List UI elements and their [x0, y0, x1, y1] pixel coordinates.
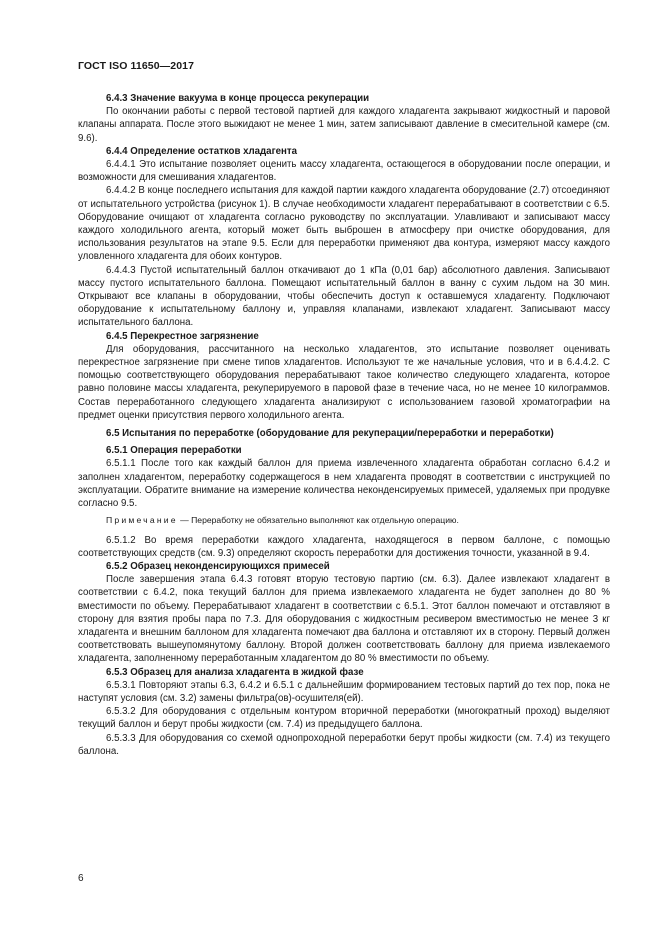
section-heading-6-5-2: 6.5.2 Образец неконденсирующихся примесей [106, 560, 330, 572]
page-number: 6 [78, 873, 84, 884]
section-heading-6-5-1: 6.5.1 Операция переработки [106, 445, 242, 457]
document-body [78, 92, 610, 758]
section-heading-6-4-3: 6.4.3 Значение вакуума в конце процесса рекуперации [106, 93, 370, 104]
note-text: — Переработку не обязательно выполняют как отдельную операцию. [177, 515, 459, 526]
section-heading-6-5-3: 6.5.3 Образец для анализа хладагента в жидкой фазе [106, 666, 364, 678]
paragraph-6-4-4-1: 6.4.4.1 Это испытание позволяет оценить массу хладагента, остающегося в оборудовании после операции, и возможности для смешивания хладагентов. [78, 159, 610, 184]
section-heading-6-4-4: 6.4.4 Определение остатков хладагента [106, 145, 297, 157]
paragraph-6-4-4-2: 6.4.4.2 В конце последнего испытания для каждой партии каждого хладагента оборудование (2.7) отсоединяют от испытательного устройства (рисунок 1). В случае необходимости хладагент перерабатывают в соответствии с 6.5. Оборудование очищают от хладагента согласно руководству по эксплуатации. Улавливают и записывают массу каждого холодильного агента, который может быть выброшен в атмосферу при очистке оборудования, для использования результатов на этапе 9.5. Если для переработки применяют два контура, измеряют массу каждого уловленного хладагента для обоих контуров. [78, 185, 610, 263]
paragraph-6-5-3-1: 6.5.3.1 Повторяют этапы 6.3, 6.4.2 и 6.5.1 с дальнейшим формированием тестовых партий до тех пор, пока не наступят условия (см. 3.2) замены фильтра(ов)-осушителя(ей). [78, 679, 610, 704]
paragraph-6-5-1-1: 6.5.1.1 После того как каждый баллон для приема извлеченного хладагента обработан согласно 6.4.2 и заполнен хладагентом, переработку содержащегося в нем хладагента проводят в соответствии с инструкцией по эксплуатации. Обратите внимание на измерение количества неконденсируемых примесей, удаляемых при продувке согласно 9.5. [78, 458, 610, 510]
note-label: Примечание [106, 515, 178, 526]
section-heading-6-5: 6.5 Испытания по переработке (оборудование для рекуперации/переработки и переработки) [106, 428, 554, 440]
paragraph-6-4-5: Для оборудования, рассчитанного на несколько хладагентов, это испытание позволяет оценивать перекрестное загрязнение при смене типов хладагентов. Используют те же начальные условия, что и в 6.4.4.2. С помощью соответствующего оборудования перерабатывают такое количество следующего хладагента, которое равно половине массы хладагента, рекуперируемого в паровой фазе в течение часа, но не менее 10 килограммов. Состав переработанного следующего хладагента анализируют с использованием газовой хроматографии на предмет оценки присутствия первого холодильного агента. [78, 343, 610, 421]
paragraph-6-5-1-2: 6.5.1.2 Во время переработки каждого хладагента, находящегося в первом баллоне, с помощью соответствующих средств (см. 9.3) определяют скорость переработки для достижения точности, указанной в 9.4. [78, 534, 610, 559]
note [78, 514, 610, 527]
paragraph-6-4-4-3: 6.4.4.3 Пустой испытательный баллон откачивают до 1 кПа (0,01 бар) абсолютного давления. Записывают массу пустого испытательного баллона. Помещают испытательный баллон в ванну с сухим льдом на 30 мин. Открывают все клапаны в оборудовании, чтобы обеспечить доступ к оставшемуся хладагенту. Подключают оборудование к испытательному баллону и, управляя клапанами, извлекают хладагент. Записывают массу испытательного баллона. [78, 264, 610, 329]
standard-header: ГОСТ ISO 11650—2017 [78, 60, 195, 72]
paragraph-6-5-2: После завершения этапа 6.4.3 готовят вторую тестовую партию (см. 6.3). Далее извлекают хладагент в соответствии с 6.4.2, пока текущий баллон для приема извлекаемого хладагента не будет заполнен до 80 % вместимости по объему. Перерабатывают хладагент в соответствии с 6.5.1. Этот баллон помечают и отставляют в сторону для взятия пробы пара по 7.3. Для оборудования с жидкостным ресивером вместимостью не менее 3 кг хладагента и внешним баллоном для хладагента помечают два баллона и отставляют их в сторону. Первый должен соответствовать вышеупомянутому баллону. Второй должен соответствовать баллону для приема извлекаемого хладагента, заполненному переработанным хладагентом до 80 % вместимости по объему. [78, 574, 610, 665]
paragraph-6-5-3-2: 6.5.3.2 Для оборудования с отдельным контуром вторичной переработки (многократный проход) выделяют текущий баллон и берут пробы жидкости (см. 7.4) из предыдущего баллона. [78, 706, 610, 731]
section-heading-6-4-5: 6.4.5 Перекрестное загрязнение [106, 330, 259, 342]
paragraph-6-5-3-3: 6.5.3.3 Для оборудования со схемой однопроходной переработки берут пробы жидкости (см. 7.4) из текущего баллона. [78, 732, 610, 757]
paragraph-6-4-3: По окончании работы с первой тестовой партией для каждого хладагента закрывают жидкостный и паровой клапаны аппарата. После этого выжидают не менее 1 мин, затем записывают давление в смесительной камере (см. 9.6). [78, 106, 610, 144]
